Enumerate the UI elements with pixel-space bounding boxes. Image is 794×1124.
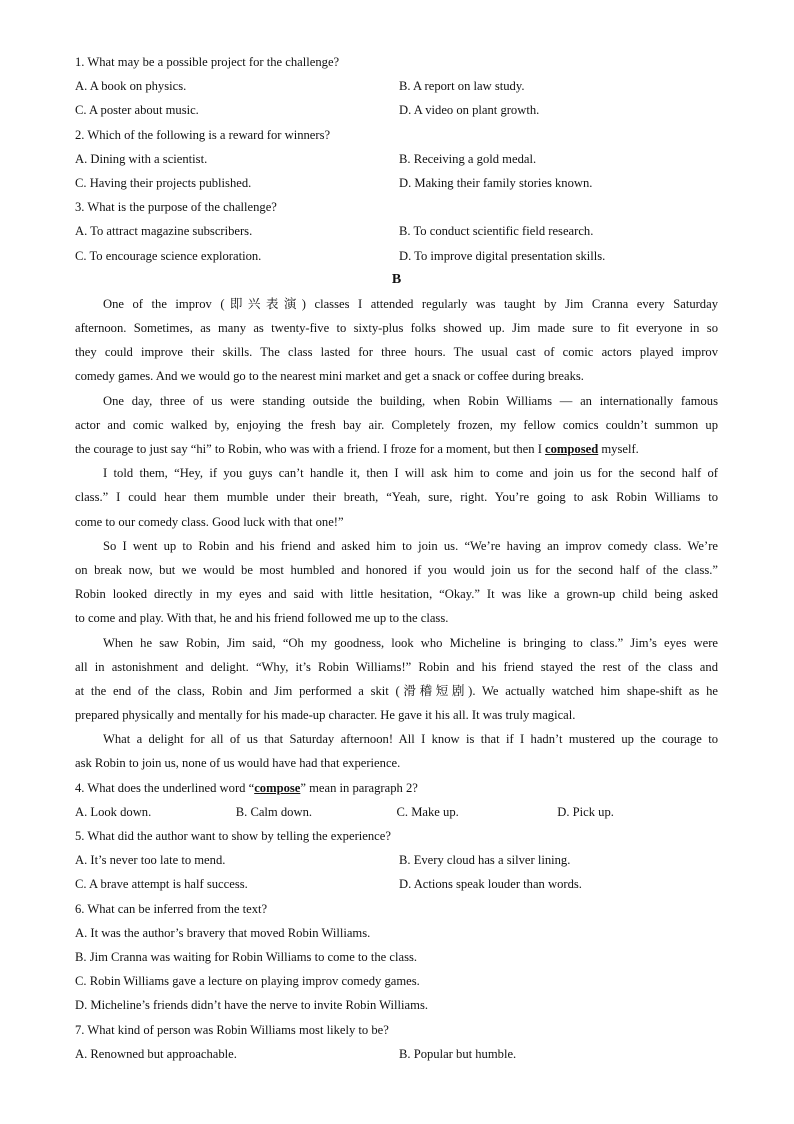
question-4-options-row xyxy=(75,800,718,824)
question-7-stem: 7. What kind of person was Robin Williams most likely to be? xyxy=(75,1022,389,1037)
paragraph-5-line-2: all in astonishment and delight. “Why, it’s Robin Williams!” Robin and his friend stayed the rest of the class and xyxy=(75,659,718,674)
underlined-word-composed: composed xyxy=(545,442,599,456)
section-b-heading: B xyxy=(391,271,402,287)
paragraph-5-line-3: at the end of the class, Robin and Jim performed a skit (滑稽短剧). We actually watched him shape-shift as he xyxy=(75,683,718,698)
question-1-option-a: A. A book on physics. xyxy=(75,79,187,94)
paragraph-6-line-2: ask Robin to join us, none of us would have had that experience. xyxy=(75,756,401,771)
question-3-stem: 3. What is the purpose of the challenge? xyxy=(75,200,277,215)
paragraph-6-line-1: What a delight for all of us that Saturday afternoon! All I know is that if I hadn’t mustered up the courage to xyxy=(103,732,718,747)
passage-paragraph-3 xyxy=(75,461,718,534)
paragraph-3-line-3: come to our comedy class. Good luck with that one!” xyxy=(75,514,344,529)
question-5-stem: 5. What did the author want to show by telling the experience? xyxy=(75,829,391,843)
paragraph-2-line-3-text: the courage to just say “hi” to Robin, who was with a friend. I froze for a moment, but then I xyxy=(75,442,546,456)
question-5-option-d: D. Actions speak louder than words. xyxy=(399,877,582,892)
question-1-option-d: D. A video on plant growth. xyxy=(399,103,540,118)
question-5-option-c: C. A brave attempt is half success. xyxy=(75,877,248,892)
paragraph-1-line-4: comedy games. And we would go to the nearest mini market and get a snack or coffee during breaks. xyxy=(75,369,584,384)
question-6-stem: 6. What can be inferred from the text? xyxy=(75,901,268,916)
paragraph-2-line-1: One day, three of us were standing outside the building, when Robin Williams — an internationally famous xyxy=(103,393,718,408)
question-4-underlined-word: compose xyxy=(254,780,301,795)
question-1-stem: 1. What may be a possible project for the challenge? xyxy=(75,55,340,69)
question-1-option-c: C. A poster about music. xyxy=(75,103,199,118)
paragraph-1-line-2: afternoon. Sometimes, as many as twenty-five to sixty-plus folks showed up. Jim made sure to fit everyone in so xyxy=(75,321,718,336)
paragraph-3-line-1: I told them, “Hey, if you guys can’t handle it, then I will ask him to come and join us for the second half of xyxy=(103,466,718,481)
question-2-option-d: D. Making their family stories known. xyxy=(399,175,593,190)
question-2-option-b: B. Receiving a gold medal. xyxy=(399,151,537,166)
question-2-option-c: C. Having their projects published. xyxy=(75,175,252,190)
paragraph-2-line-2: actor and comic walked by, enjoying the fresh bay air. Completely frozen, my fellow comics couldn’t summon up xyxy=(75,417,718,432)
question-3-options-row-1 xyxy=(75,219,718,243)
question-2-stem: 2. Which of the following is a reward for winners? xyxy=(75,127,331,142)
question-5-options-row-2 xyxy=(75,872,718,896)
question-3-option-b: B. To conduct scientific field research. xyxy=(399,224,594,239)
question-3-options-row-2 xyxy=(75,244,718,268)
question-6-option-c: C. Robin Williams gave a lecture on playing improv comedy games. xyxy=(75,974,420,989)
question-4-stem-after: ” mean in paragraph 2? xyxy=(300,780,418,795)
question-2-options-row-1 xyxy=(75,147,718,171)
question-4-stem-before: 4. What does the underlined word “ xyxy=(75,780,255,795)
paragraph-5-line-1: When he saw Robin, Jim said, “Oh my goodness, look who Micheline is bringing to class.” Jim’s eyes were xyxy=(103,635,718,650)
paragraph-4-line-3: Robin looked directly in my eyes and said with little hesitation, “Okay.” It was like a grown-up child being asked xyxy=(75,587,718,602)
question-2-option-a: A. Dining with a scientist. xyxy=(75,151,208,166)
question-4-option-b: B. Calm down. xyxy=(235,804,313,819)
question-6-option-a: A. It was the author’s bravery that moved Robin Williams. xyxy=(75,925,371,940)
passage-paragraph-4 xyxy=(75,534,718,631)
question-7-options-row-1 xyxy=(75,1042,718,1066)
question-4-option-c: C. Make up. xyxy=(396,804,459,819)
question-4-stem xyxy=(75,776,718,800)
question-5-option-a: A. It’s never too late to mend. xyxy=(75,853,226,868)
question-4-option-a: A. Look down. xyxy=(75,804,152,819)
question-7-option-a: A. Renowned but approachable. xyxy=(75,1046,237,1061)
passage-paragraph-2 xyxy=(75,389,718,462)
passage-paragraph-5 xyxy=(75,631,718,728)
question-6-option-d: D. Micheline’s friends didn’t have the nerve to invite Robin Williams. xyxy=(75,998,428,1013)
paragraph-2-line-3 xyxy=(75,437,718,461)
exam-page xyxy=(75,50,718,1066)
passage-paragraph-6 xyxy=(75,727,718,775)
paragraph-1-line-1: One of the improv (即兴表演) classes I attended regularly was taught by Jim Cranna every Saturday xyxy=(103,296,718,311)
question-3-option-a: A. To attract magazine subscribers. xyxy=(75,224,253,239)
paragraph-4-line-2: on break now, but we would be most humbled and honored if you would join us for the second half of the class.” xyxy=(75,562,718,577)
paragraph-1-line-3: they could improve their skills. The class lasted for three hours. The usual cast of comic actors played improv xyxy=(75,345,718,360)
question-2-options-row-2 xyxy=(75,171,718,195)
question-5-option-b: B. Every cloud has a silver lining. xyxy=(399,853,571,868)
passage-paragraph-1 xyxy=(75,292,718,389)
paragraph-3-line-2: class.” I could hear them mumble under their breath, “Yeah, sure, right. You’re going to ask Robin Williams to xyxy=(75,490,718,505)
question-3-option-c: C. To encourage science exploration. xyxy=(75,248,262,263)
paragraph-4-line-1: So I went up to Robin and his friend and asked him to join us. “We’re having an improv comedy class. We’re xyxy=(103,538,718,553)
paragraph-4-line-4: to come and play. With that, he and his friend followed me up to the class. xyxy=(75,611,449,626)
question-1-option-b: B. A report on law study. xyxy=(399,79,525,94)
question-5-options-row-1 xyxy=(75,848,718,872)
question-3-option-d: D. To improve digital presentation skills. xyxy=(399,248,606,263)
question-6-option-b: B. Jim Cranna was waiting for Robin Williams to come to the class. xyxy=(75,949,418,964)
question-4-option-d: D. Pick up. xyxy=(557,804,614,819)
paragraph-2-line-3-end: myself. xyxy=(598,442,639,456)
question-1-options-row-2 xyxy=(75,98,718,122)
paragraph-5-line-4: prepared physically and mentally for his made-up character. He gave it his all. It was truly magical. xyxy=(75,708,576,723)
question-7-option-b: B. Popular but humble. xyxy=(399,1046,517,1061)
question-1-options-row-1 xyxy=(75,74,718,98)
